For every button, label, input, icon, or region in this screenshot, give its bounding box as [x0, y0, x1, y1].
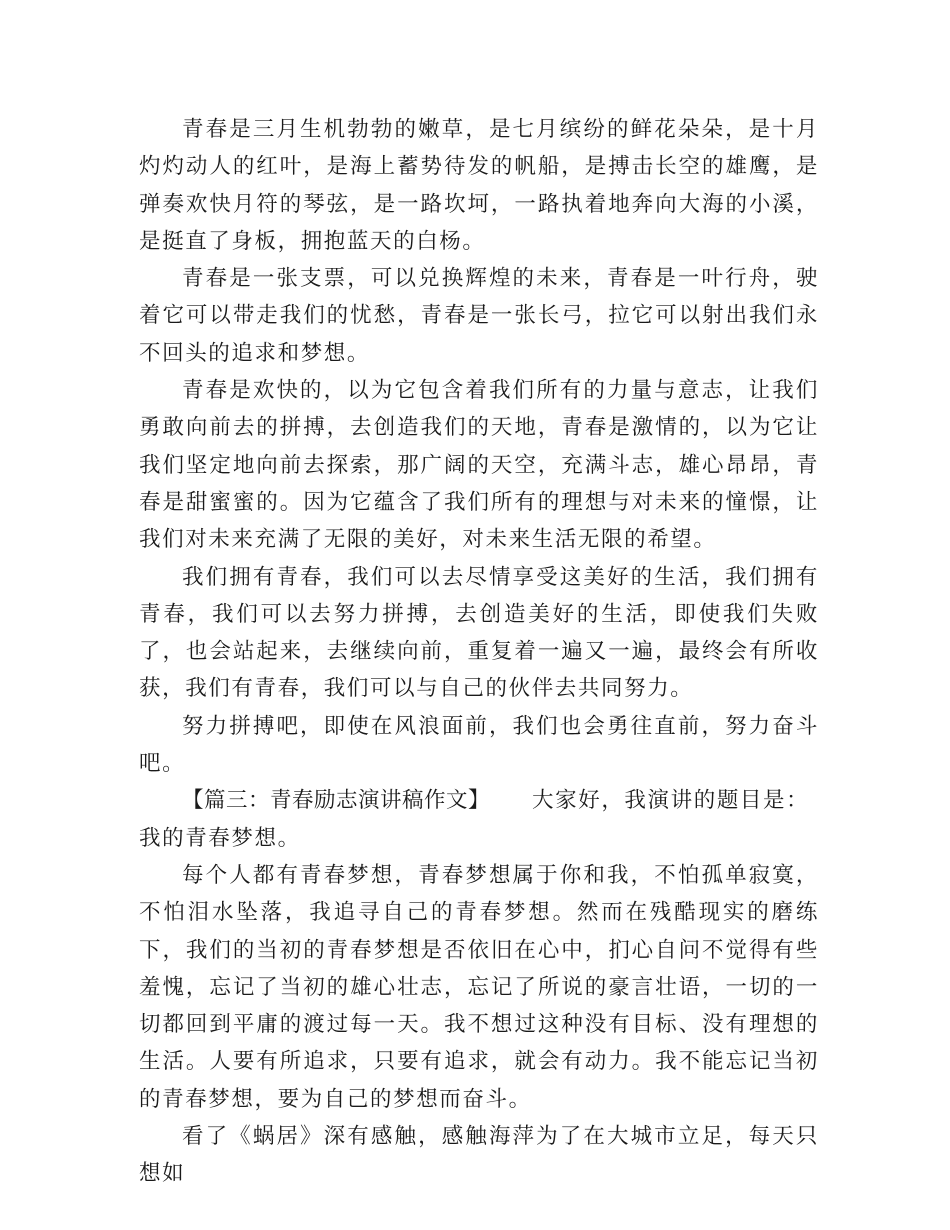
- paragraph-youth-metaphors: 青春是三月生机勃勃的嫩草，是七月缤纷的鲜花朵朵，是十月灼灼动人的红叶，是海上蓄势待发的帆船，是搏击长空的雄鹰，是弹奏欢快月符的琴弦，是一路坎坷，一路执着地奔向大海的小溪，是挺直了身板，拥抱蓝天的白杨。: [139, 117, 819, 254]
- section-title: 【篇三：青春励志演讲稿作文】: [182, 788, 491, 814]
- paragraph-youth-cheque: 青春是一张支票，可以兑换辉煌的未来，青春是一叶行舟，驶着它可以带走我们的忧愁，青春是一张长弓，拉它可以射出我们永不回头的追求和梦想。: [139, 266, 819, 366]
- speech-opening: 大家好，我演讲的题目是：我的青春梦想。: [139, 788, 810, 851]
- paragraph-youth-dream: 每个人都有青春梦想，青春梦想属于你和我，不怕孤单寂寞，不怕泪水坠落，我追寻自己的青春梦想。然而在残酷现实的磨练下，我们的当初的青春梦想是否依旧在心中，扪心自问不觉得有些羞愧，忘记了当初的雄心壮志，忘记了所说的豪言壮语，一切的一切都回到平庸的渡过每一天。我不想过这种没有目标、没有理想的生活。人要有所追求，只要有追求，就会有动力。我不能忘记当初的青春梦想，要为自己的梦想而奋斗。: [139, 862, 819, 1112]
- paragraph-woju: 看了《蜗居》深有感触，感触海萍为了在大城市立足，每天只想如: [139, 1124, 819, 1187]
- paragraph-strive: 努力拼搏吧，即使在风浪面前，我们也会勇往直前，努力奋斗吧。: [139, 713, 819, 777]
- paragraph-youth-joyful: 青春是欢快的，以为它包含着我们所有的力量与意志，让我们勇敢向前去的拼搏，去创造我们的天地，青春是激情的，以为它让我们坚定地向前去探索，那广阔的天空，充满斗志，雄心昂昂，青春是甜蜜蜜的。因为它蕴含了我们所有的理想与对未来的憧憬，让我们对未来充满了无限的美好，对未来生活无限的希望。: [139, 378, 819, 553]
- document-body: [139, 111, 819, 1193]
- paragraph-having-youth: 我们拥有青春，我们可以去尽情享受这美好的生活，我们拥有青春，我们可以去努力拼搏，去创造美好的生活，即使我们失败了，也会站起来，去继续向前，重复着一遍又一遍，最终会有所收获，我们有青春，我们可以与自己的伙伴去共同努力。: [139, 564, 819, 702]
- section-heading-line: [139, 782, 819, 857]
